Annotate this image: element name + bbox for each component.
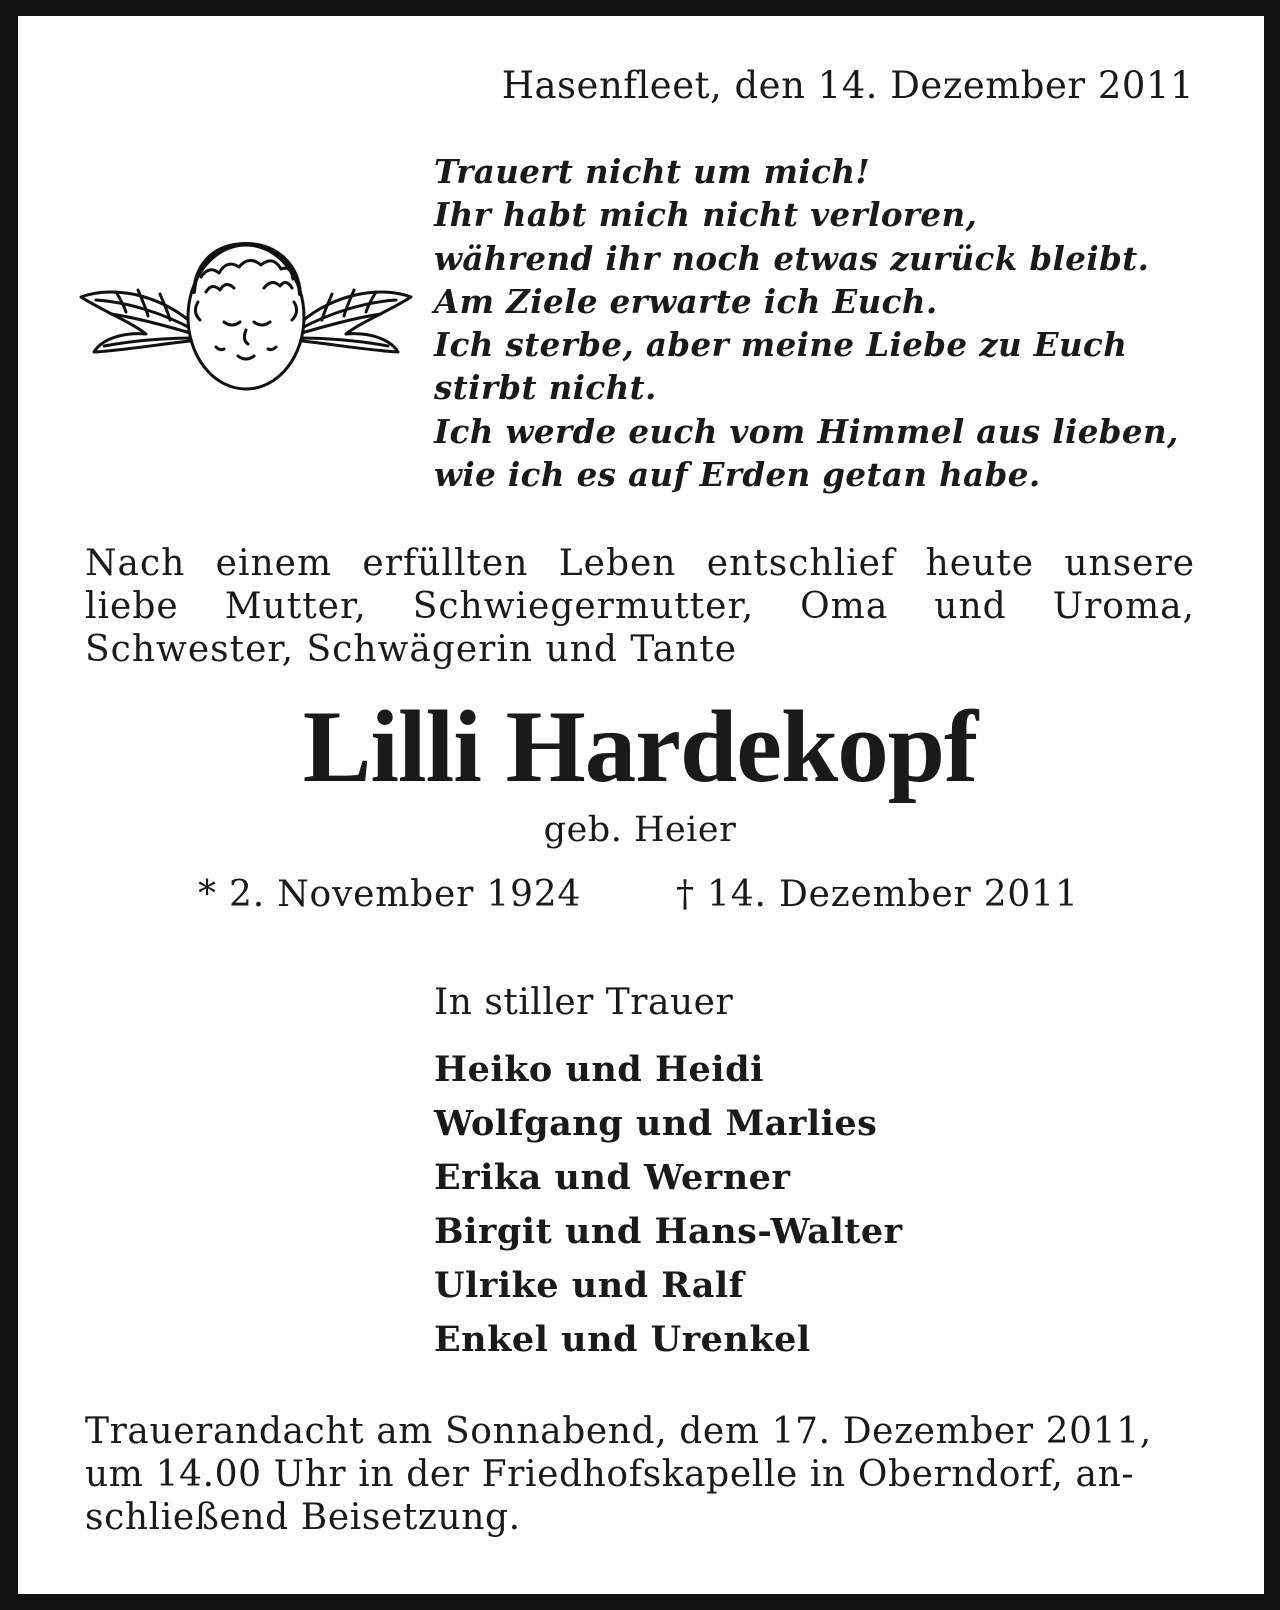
announcement-text — [85, 542, 1195, 671]
farewell-poem — [434, 150, 1214, 496]
poem-line: während ihr noch etwas zurück bleibt. — [434, 238, 1150, 278]
announcement-line: Nach einem erfüllten Leben entschlief heute unsere — [85, 543, 1195, 584]
poem-line: Ich werde euch vom Himmel aus lieben, — [434, 411, 1179, 451]
mourners-list — [434, 1043, 903, 1367]
place-date: Hasenfleet, den 14. Dezember 2011 — [501, 64, 1194, 107]
service-line: um 14.00 Uhr in der Friedhofskapelle in Oberndorf, an- — [85, 1454, 1135, 1495]
announcement-line: liebe Mutter, Schwiegermutter, Oma und Uroma, — [85, 586, 1195, 627]
death-date: † 14. Dezember 2011 — [676, 874, 1079, 915]
mourning-heading: In stiller Trauer — [434, 982, 734, 1023]
mourner-name: Birgit und Hans-Walter — [434, 1211, 903, 1252]
birth-name: geb. Heier — [543, 810, 737, 850]
poem-line: Ihr habt mich nicht verloren, — [434, 195, 978, 235]
mourner-name: Wolfgang und Marlies — [434, 1103, 878, 1144]
mourner-name: Heiko und Heidi — [434, 1049, 764, 1090]
service-info — [85, 1410, 1195, 1539]
birth-date: * 2. November 1924 — [198, 874, 582, 915]
poem-line: stirbt nicht. — [434, 368, 657, 408]
service-line: Trauerandacht am Sonnabend, dem 17. Dezember 2011, — [85, 1411, 1152, 1452]
announcement-line: Schwester, Schwägerin und Tante — [85, 629, 737, 670]
cherub-angel-icon — [76, 222, 416, 397]
poem-line: Trauert nicht um mich! — [434, 152, 871, 191]
deceased-name: Lilli Hardekopf — [302, 690, 978, 804]
mourner-name: Enkel und Urenkel — [434, 1319, 811, 1360]
service-line: schließend Beisetzung. — [85, 1497, 521, 1538]
mourner-name: Erika und Werner — [434, 1157, 791, 1198]
mourner-name: Ulrike und Ralf — [434, 1265, 745, 1306]
poem-line: Ich sterbe, aber meine Liebe zu Euch — [434, 325, 1128, 365]
poem-line: wie ich es auf Erden getan habe. — [434, 455, 1041, 495]
poem-line: Am Ziele erwarte ich Euch. — [434, 281, 938, 321]
